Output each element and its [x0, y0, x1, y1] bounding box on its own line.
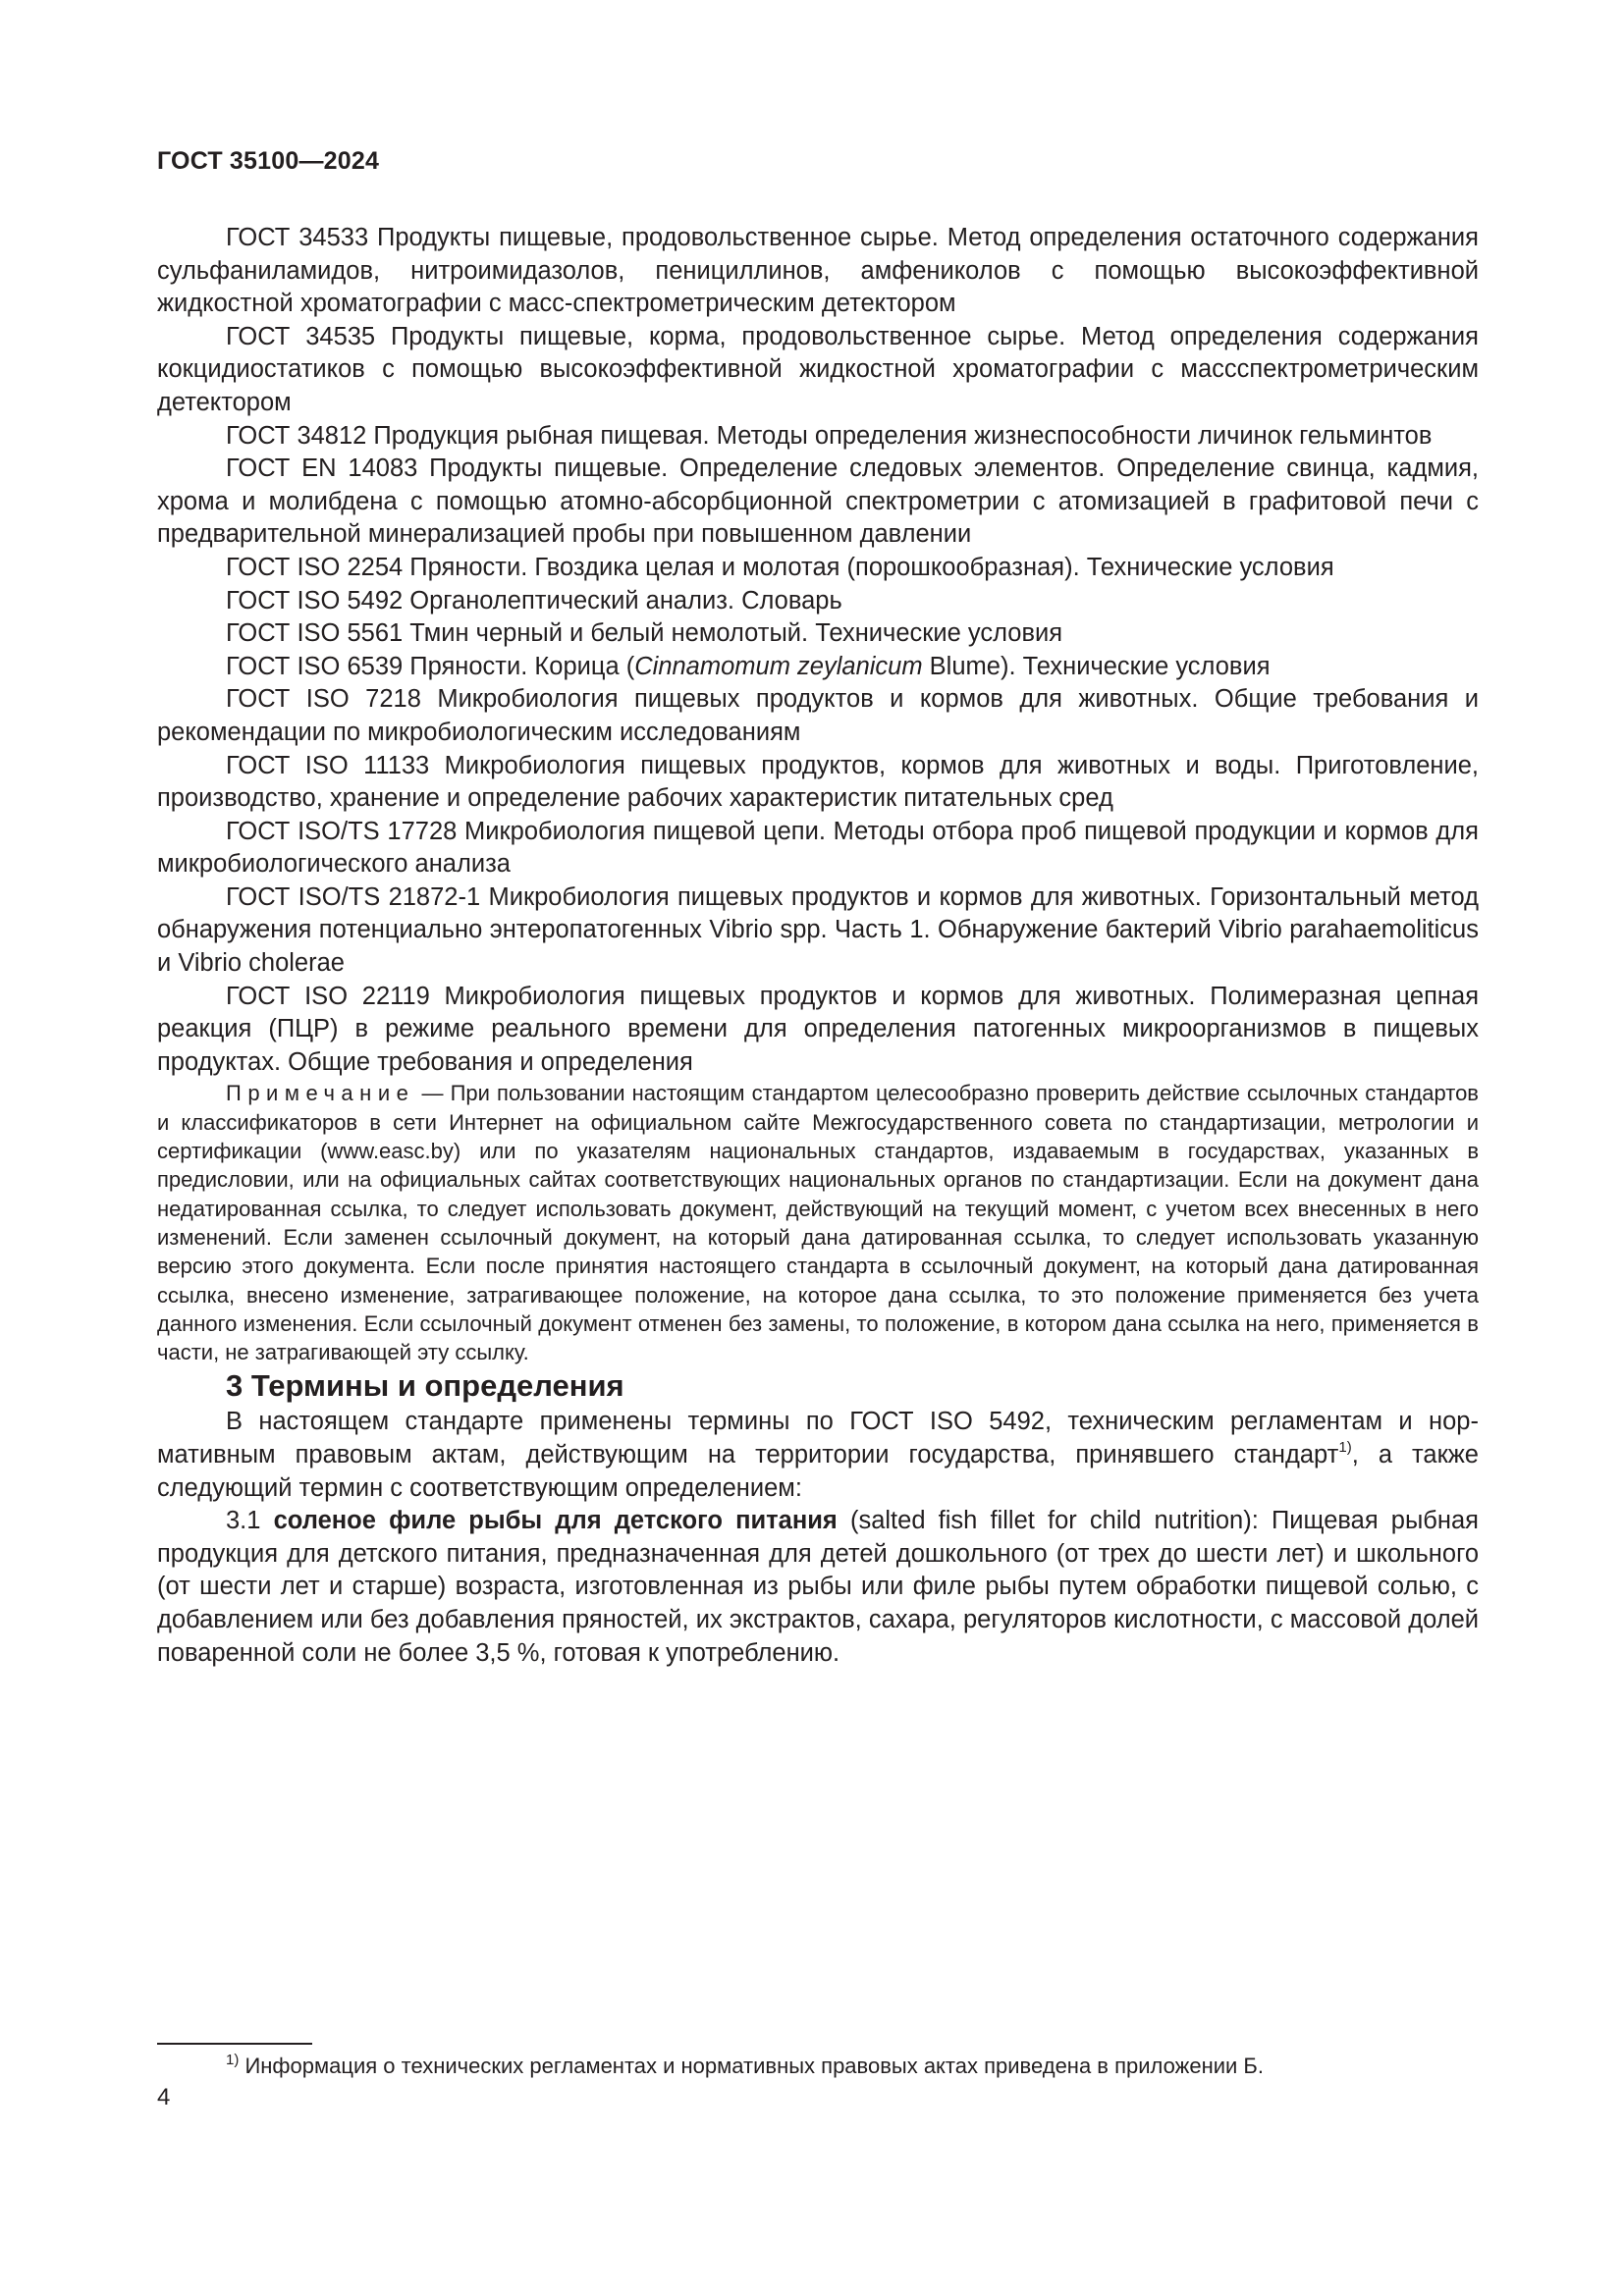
reference-item: ГОСТ ISO 2254 Пряности. Гвоздика целая и молотая (порошкообразная). Технические условия	[226, 553, 1334, 581]
reference-item: ГОСТ ISO/TS 21872-1 Микробиология пищевых продуктов и кормов для животных. Горизонтальный метод обнаружения потенциально энтеропатогенных Vibrio spp. Часть 1. Обнаружение бактерий Vibrio parahaemoliticus и Vibrio cholerae	[157, 882, 1479, 978]
reference-item: ГОСТ 34535 Продукты пищевые, корма, продовольственное сырье. Метод определения содержания кокцидиостатиков с помощью высокоэффективной жидкостной хроматографии с массспектрометрическим детектором	[157, 322, 1479, 416]
reference-item: ГОСТ ISO 5561 Тмин черный и белый немолотый. Технические условия	[226, 619, 1063, 648]
reference-item: ГОСТ ISO 22119 Микробиология пищевых продуктов и кормов для животных. Полимеразная цепная реакция (ПЦР) в режиме реального времени для определения патогенных микроорганизмов в пищевых продуктах. Общие требования и определения	[157, 982, 1479, 1076]
reference-item: ГОСТ 34812 Продукция рыбная пищевая. Методы определения жизнеспособности личинок гельминтов	[226, 421, 1433, 450]
section-heading: 3 Термины и определения	[226, 1368, 624, 1404]
term-name: соленое филе рыбы для детского питания	[273, 1507, 838, 1535]
reference-item: ГОСТ 34533 Продукты пищевые, продовольственное сырье. Метод определения остаточного содержания сульфаниламидов, нитроимидазолов, пенициллинов, амфениколов с помощью высокоэффективной жидкостной хроматографии с масс-спектрометрическим детектором	[157, 224, 1479, 318]
footnote-marker: 1)	[226, 2052, 240, 2068]
term-number: 3.1	[226, 1507, 274, 1535]
note-label: Примечание	[226, 1081, 415, 1106]
footnote	[226, 2052, 1264, 2081]
footnote-separator	[157, 2043, 312, 2045]
term-text: (salted fish fillet for child nutrition): Пищевая рыбная продукция для детского питания, предназначенная для детей дошкольного (от трех до шести лет) и школьного (от шести лет и старше) возраста, изготовленная из рыбы или филе рыбы путем обработки пищевой солью, с добавлением или без добавления пряностей, их экстрактов, сахара, регуляторов кислотности, с массовой долей поваренной соли не более 3,5 %, готовая к употреблению.	[157, 1507, 1479, 1667]
note-text: — При пользовании настоящим стандартом целесообразно проверить действие ссылочных стандартов и классификаторов в сети Интернет на официальном сайте Межгосударственного совета по стандартизации, метрологии и сертификации (www.easc.by) или по указателям национальных стандартов, издаваемым в государствах, указанных в предисловии, или на официальных сайтах соответствующих национальных органов по стандартизации. Если на документ дана недатированная ссылка, то следует использовать документ, действующий на текущий момент, с учетом всех внесенных в него изменений. Если заменен ссылочный документ, на который дана датированная ссылка, то следует использовать указанную версию этого документа. Если после принятия настоящего стандарта в ссылочный документ, на который дана датированная ссылка, внесено изменение, затрагивающее положение, на которое дана ссылка, то это положение применяется без учета данного изменения. Если ссылочный документ отменен без замены, то положение, в котором дана ссылка на него, применяется в части, не затрагивающей эту ссылку.	[157, 1081, 1479, 1365]
document-body	[157, 222, 1479, 1670]
intro-text-end: , а также следующий термин с соответствующим определением:	[157, 1441, 1479, 1502]
page-number: 4	[157, 2084, 171, 2110]
reference-text: ГОСТ ISO 6539 Пряности. Корица (	[226, 652, 635, 680]
section-intro	[157, 1406, 1479, 1505]
reference-item: ГОСТ EN 14083 Продукты пищевые. Определение следовых элементов. Определение свинца, кадмия, хрома и молибдена с помощью атомно-абсорбционной спектрометрии с атомизацией в графитовой печи с предварительной минерализацией пробы при повышенном давлении	[157, 454, 1479, 549]
reference-item: ГОСТ ISO 5492 Органолептический анализ. Словарь	[226, 586, 842, 614]
term-definition	[157, 1505, 1479, 1670]
intro-text: В настоящем стандарте применены термины по ГОСТ ISO 5492, техническим регламентам и нормативным правовым актам, действующим на территории государства, принявшего стандарт	[157, 1408, 1479, 1468]
document-header: ГОСТ 35100—2024	[157, 147, 380, 175]
document-page	[157, 0, 1479, 2296]
footnote-text: Информация о технических регламентах и нормативных правовых актах приведена в приложении Б.	[239, 2054, 1264, 2078]
footnote-ref[interactable]: 1)	[1338, 1439, 1352, 1456]
note-paragraph	[157, 1079, 1479, 1366]
reference-item: ГОСТ ISO/TS 17728 Микробиология пищевой цепи. Методы отбора проб пищевой продукции и кормов для микробиологического анализа	[157, 817, 1479, 879]
species-name: Cinnamomum zeylanicum	[634, 652, 923, 680]
reference-item	[157, 651, 1479, 684]
reference-item: ГОСТ ISO 11133 Микробиология пищевых продуктов, кормов для животных и воды. Приготовление, производство, хранение и определение рабочих характеристик питательных сред	[157, 751, 1479, 813]
reference-item: ГОСТ ISO 7218 Микробиология пищевых продуктов и кормов для животных. Общие требования и рекомендации по микробиологическим исследованиям	[157, 685, 1479, 746]
reference-text: Blume). Технические условия	[922, 652, 1271, 680]
